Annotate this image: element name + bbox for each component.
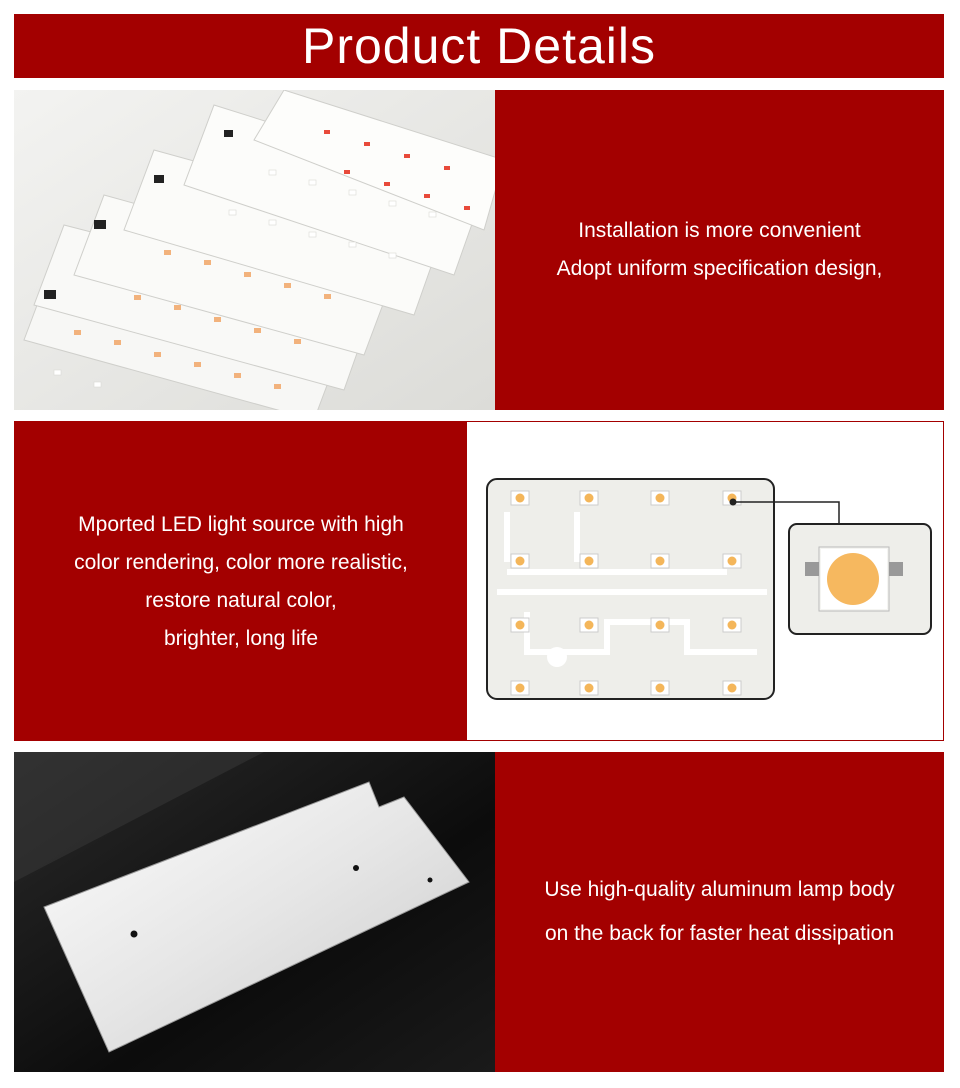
text-line: Use high-quality aluminum lamp body bbox=[544, 878, 895, 901]
installation-text bbox=[495, 90, 944, 410]
section-installation bbox=[14, 90, 944, 410]
text-line: on the back for faster heat dissipation bbox=[544, 922, 895, 945]
text-line: Mported LED light source with high bbox=[78, 513, 404, 536]
led-boards-photo bbox=[14, 90, 495, 410]
section-led-source bbox=[14, 421, 944, 741]
text-line: Adopt uniform specification design, bbox=[556, 257, 883, 280]
led-chip-closeup-photo bbox=[467, 422, 944, 741]
text-line: color rendering, color more realistic, bbox=[74, 551, 408, 574]
aluminum-text bbox=[495, 752, 944, 1072]
text-line: brighter, long life bbox=[163, 627, 319, 650]
text-line: restore natural color, bbox=[145, 589, 337, 612]
aluminum-plate-photo bbox=[14, 752, 495, 1072]
text-line: Installation is more convenient bbox=[578, 219, 861, 242]
section-aluminum-body bbox=[14, 752, 944, 1072]
led-source-text bbox=[15, 422, 467, 741]
header-banner bbox=[14, 14, 944, 78]
page-title: Product Details bbox=[301, 18, 657, 74]
